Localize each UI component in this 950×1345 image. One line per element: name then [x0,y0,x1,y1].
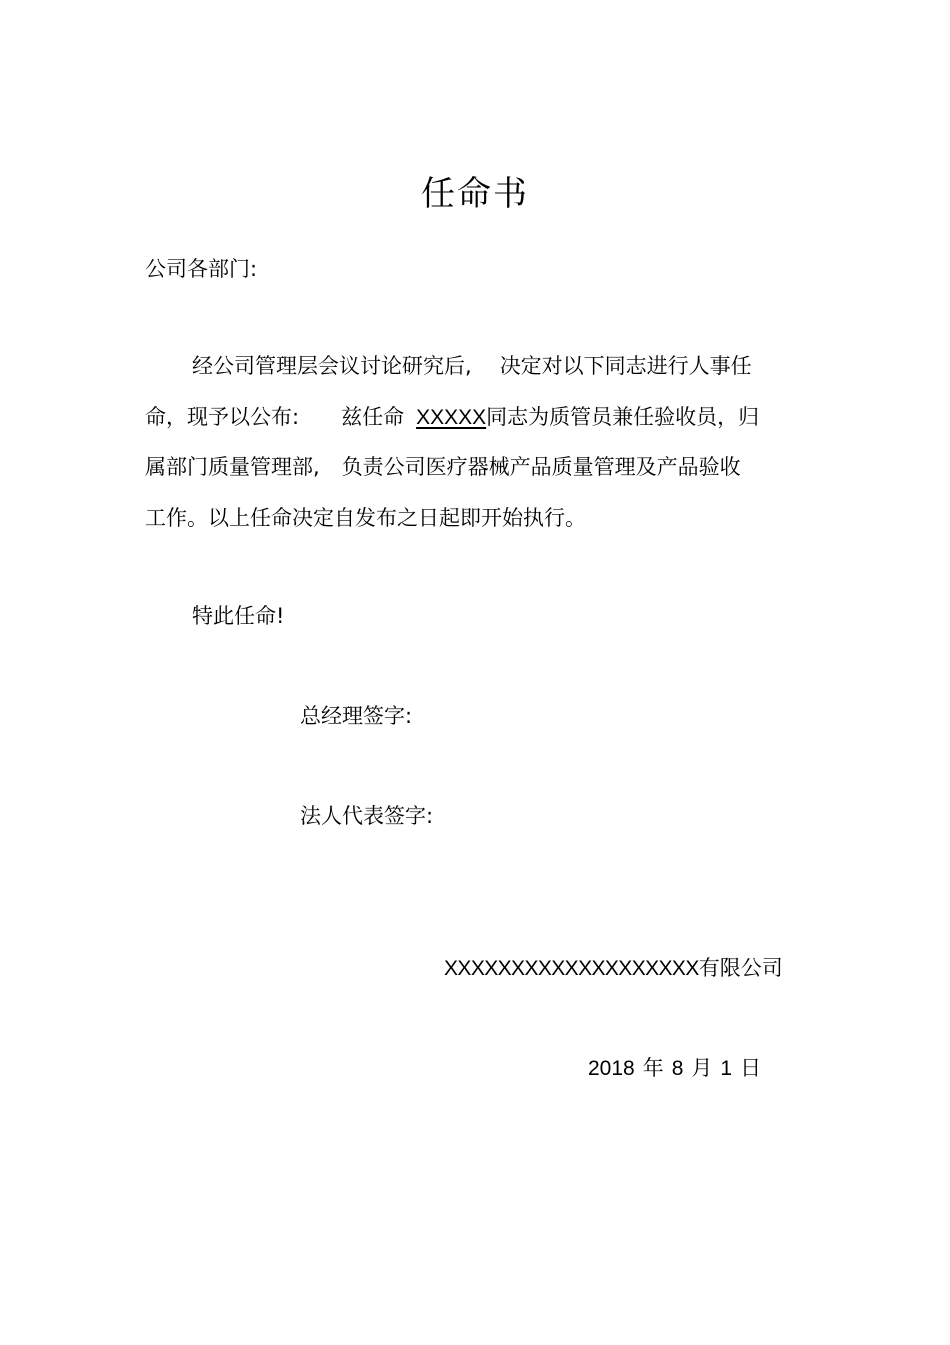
body-text: 决定对以下同志进行人事任 [499,354,752,378]
closing-text: 特此任命! [192,604,285,628]
body-text: 负责公司医疗器械产品质量管理及产品验收 [341,455,741,479]
date-day-unit: 日 [740,1056,762,1080]
date-year-unit: 年 [642,1056,664,1080]
date-year: 2018 [588,1057,635,1080]
date-month: 8 [671,1057,684,1080]
company-name-placeholder: XXXXXXXXXXXXXXXXXXX [444,957,699,980]
legal-representative-signature-label: 法人代表签字: [300,804,434,828]
body-text: 经公司管理层会议讨论研究后, [192,354,472,378]
body-text: 同志为质管员兼任验收员，归 [486,405,760,429]
body-line-3 [145,451,795,483]
document-title: 任命书 [421,174,529,214]
company-name [444,952,783,985]
body-line-4 [145,502,795,534]
general-manager-signature-label: 总经理签字: [300,704,413,728]
issue-date [588,1052,761,1085]
body-text: 兹任命 [341,405,405,429]
body-text: 属部门质量管理部, [145,455,320,479]
body-text: 命，现予以公布: [145,405,300,429]
company-suffix: 有限公司 [698,956,783,980]
appointee-name: XXXXX [416,406,487,429]
date-day: 1 [720,1057,733,1080]
body-line-2 [145,401,795,434]
date-month-unit: 月 [691,1056,713,1080]
body-line-1 [145,350,795,382]
salutation: 公司各部门: [145,257,258,281]
body-text: 工作。以上任命决定自发布之日起即开始执行。 [145,506,586,530]
